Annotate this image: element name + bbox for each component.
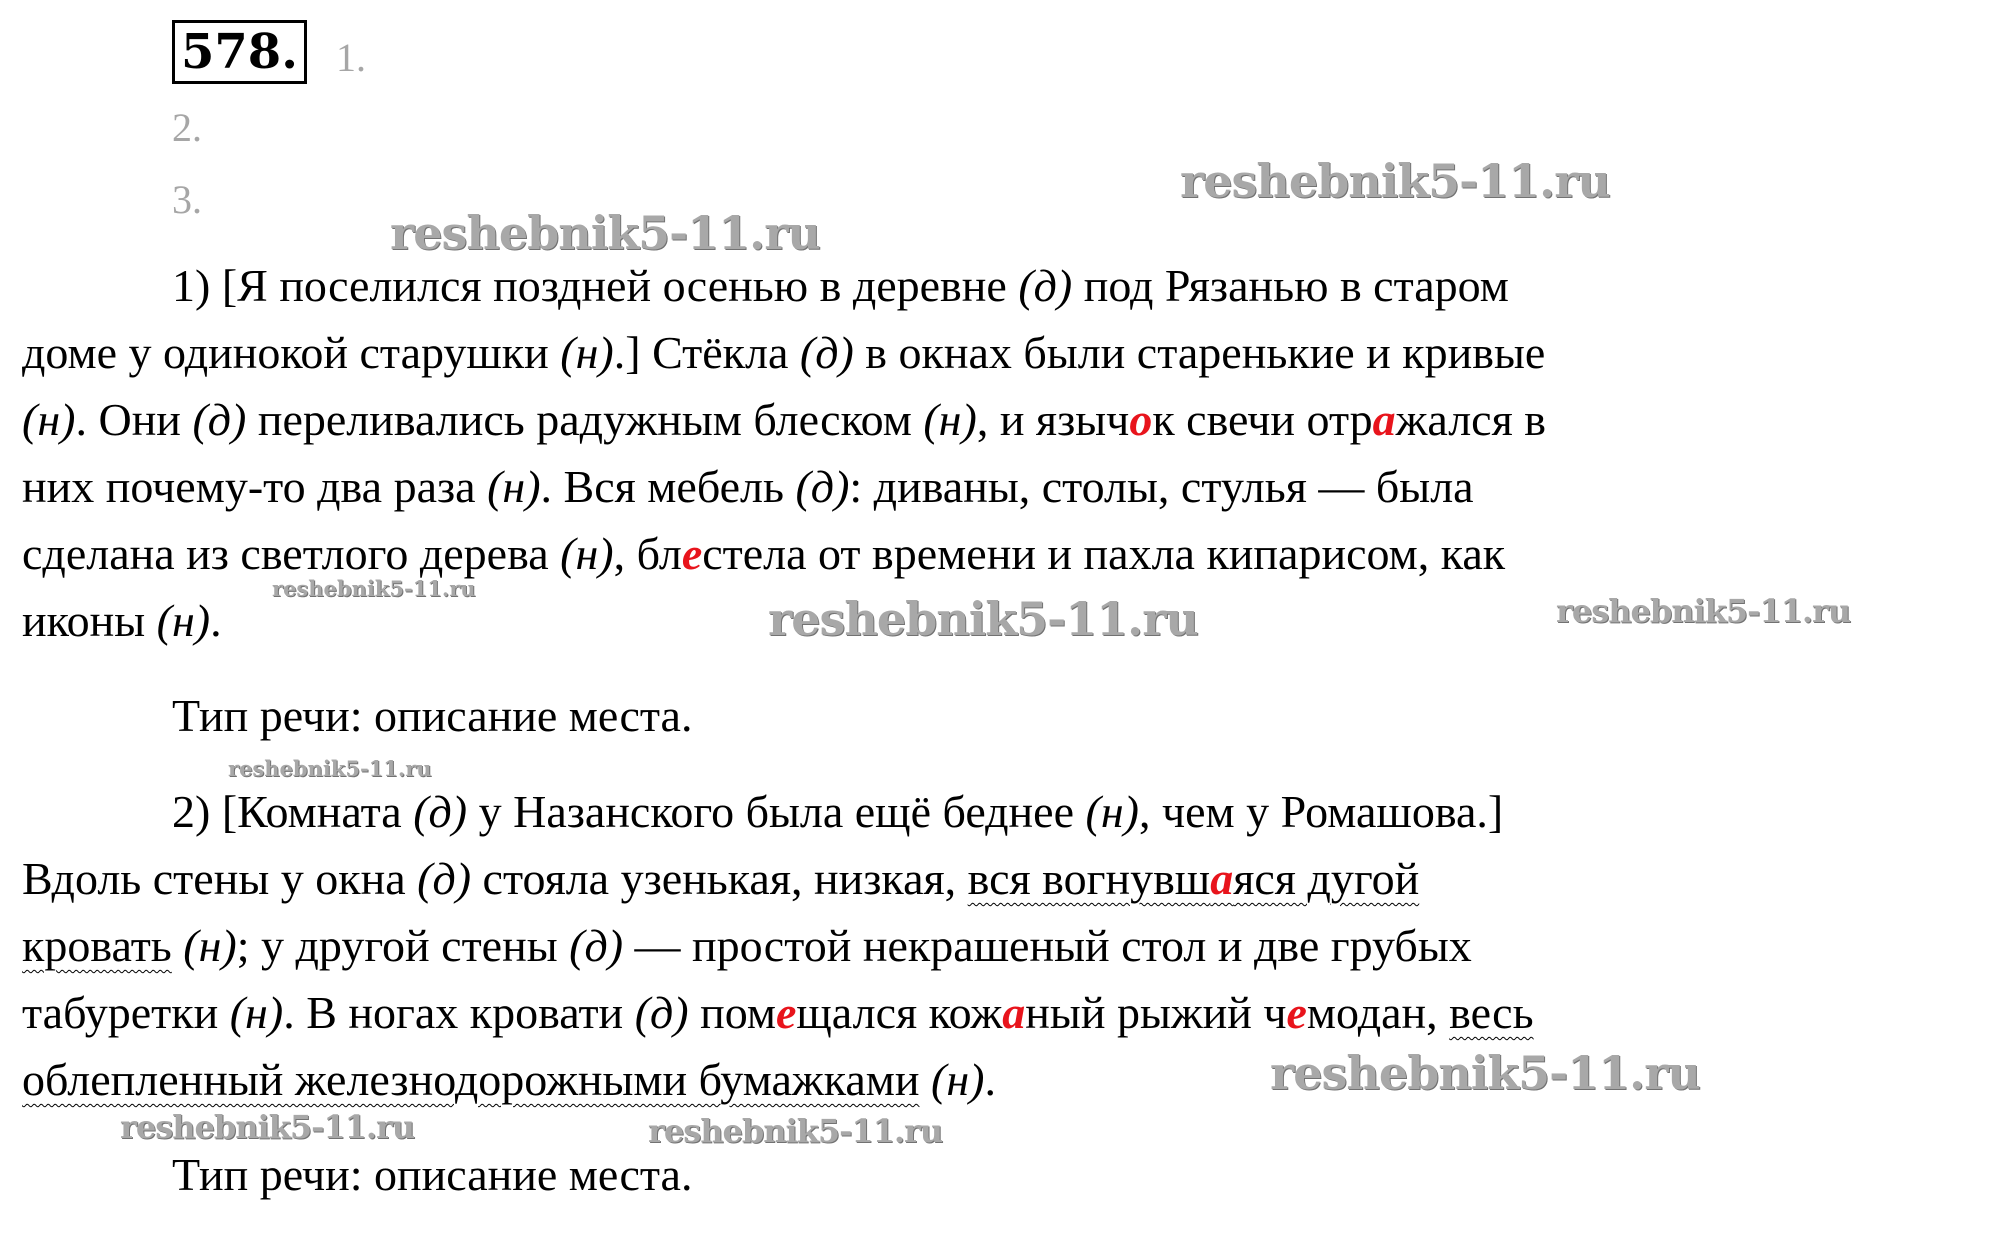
sentence-member-mark: (н) xyxy=(560,528,614,579)
highlighted-letter: е xyxy=(681,528,703,579)
exercise-header xyxy=(172,20,307,84)
text-segment: . Вся мебель xyxy=(540,461,796,512)
text-line xyxy=(22,845,1982,912)
exercise-number: 578. xyxy=(172,20,307,84)
sentence-member-mark: (д) xyxy=(417,853,472,904)
text-segment: 1) [Я поселился поздней осенью в деревне xyxy=(172,260,1019,311)
underlined-phrase: яся дугой xyxy=(1233,853,1420,904)
highlighted-letter: о xyxy=(1129,394,1153,445)
text-segment xyxy=(172,920,184,971)
text-segment: к свечи отр xyxy=(1152,394,1373,445)
text-segment: щался кож xyxy=(796,987,1003,1038)
sentence-member-mark: (н) xyxy=(923,394,977,445)
highlighted-letter: е xyxy=(1286,987,1307,1038)
sub-item-2: 2. xyxy=(172,105,202,150)
text-segment: под Рязанью в старом xyxy=(1072,260,1509,311)
speech-type-2: Тип речи: описание места. xyxy=(172,1149,693,1200)
underlined-phrase: вся вогнувш xyxy=(967,853,1211,904)
sentence-member-mark: (д) xyxy=(795,461,850,512)
text-line xyxy=(22,252,1982,319)
underlined-phrase: облепленный железнодорожными бумажками xyxy=(22,1054,920,1105)
watermark: reshebnik5-11.ru xyxy=(1556,592,1851,630)
text-line xyxy=(22,386,1982,453)
watermark: reshebnik5-11.ru xyxy=(1270,1046,1700,1100)
sentence-member-mark: (д) xyxy=(634,987,689,1038)
text-line xyxy=(22,453,1982,520)
watermark: reshebnik5-11.ru xyxy=(228,756,432,781)
text-line xyxy=(22,912,1982,979)
text-line xyxy=(22,979,1982,1046)
text-segment: ; у другой стены xyxy=(236,920,570,971)
text-segment: : диваны, столы, стулья — была xyxy=(849,461,1474,512)
sentence-member-mark: (н) xyxy=(22,394,76,445)
text-segment: . xyxy=(210,595,222,646)
sentence-member-mark: (д) xyxy=(1018,260,1073,311)
sentence-member-mark: (н) xyxy=(1085,786,1139,837)
text-segment: модан, xyxy=(1306,987,1450,1038)
text-segment: иконы xyxy=(22,595,157,646)
text-segment: пом xyxy=(688,987,776,1038)
text-line xyxy=(22,319,1982,386)
text-segment: них почему-то два раза xyxy=(22,461,488,512)
text-segment: переливались радужным блеском xyxy=(246,394,924,445)
text-segment: . xyxy=(984,1054,996,1105)
text-segment: у Назанского была ещё беднее xyxy=(467,786,1086,837)
watermark: reshebnik5-11.ru xyxy=(768,592,1198,646)
text-segment: .] Стёкла xyxy=(613,327,800,378)
text-segment: стела от времени и пахла кипарисом, как xyxy=(702,528,1506,579)
text-segment: доме у одинокой старушки xyxy=(22,327,561,378)
text-segment: табуретки xyxy=(22,987,230,1038)
sentence-member-mark: (д) xyxy=(569,920,624,971)
text-segment: . В ногах кровати xyxy=(283,987,635,1038)
text-segment: 2) [Комната xyxy=(172,786,414,837)
sub-item-3: 3. xyxy=(172,177,202,222)
text-segment: , чем у Ромашова.] xyxy=(1138,786,1504,837)
sub-item-1: 1. xyxy=(336,35,366,80)
speech-type-1: Тип речи: описание места. xyxy=(172,690,693,741)
sentence-member-mark: (н) xyxy=(183,920,237,971)
watermark: reshebnik5-11.ru xyxy=(120,1108,415,1146)
text-segment: в окнах были старенькие и кривые xyxy=(853,327,1546,378)
sentence-member-mark: (н) xyxy=(931,1054,985,1105)
text-segment: , бл xyxy=(613,528,682,579)
text-segment: — простой некрашеный стол и две грубых xyxy=(623,920,1472,971)
text-segment: Вдоль стены у окна xyxy=(22,853,418,904)
text-segment: ный рыжий ч xyxy=(1025,987,1287,1038)
text-segment: . Они xyxy=(75,394,193,445)
text-segment: стояла узенькая, низкая, xyxy=(471,853,968,904)
text-segment xyxy=(920,1054,932,1105)
sentence-member-mark: (н) xyxy=(560,327,614,378)
watermark: reshebnik5-11.ru xyxy=(390,206,820,260)
sentence-member-mark: (н) xyxy=(229,987,284,1038)
watermark: reshebnik5-11.ru xyxy=(1180,154,1610,208)
watermark: reshebnik5-11.ru xyxy=(272,576,476,601)
highlighted-letter: а xyxy=(1210,853,1234,904)
sentence-member-mark: (д) xyxy=(413,786,468,837)
text-segment: сделана из светлого дерева xyxy=(22,528,561,579)
highlighted-letter: а xyxy=(1002,987,1026,1038)
sentence-member-mark: (д) xyxy=(799,327,854,378)
watermark: reshebnik5-11.ru xyxy=(648,1112,943,1150)
highlighted-letter: е xyxy=(775,987,797,1038)
sentence-member-mark: (н) xyxy=(156,595,211,646)
underlined-phrase: кровать xyxy=(22,920,172,971)
highlighted-letter: а xyxy=(1372,394,1396,445)
sentence-member-mark: (д) xyxy=(192,394,247,445)
text-segment: , и языч xyxy=(976,394,1130,445)
text-line xyxy=(22,778,1982,845)
text-segment: жался в xyxy=(1395,394,1546,445)
sentence-member-mark: (н) xyxy=(487,461,541,512)
underlined-phrase: весь xyxy=(1449,987,1534,1038)
